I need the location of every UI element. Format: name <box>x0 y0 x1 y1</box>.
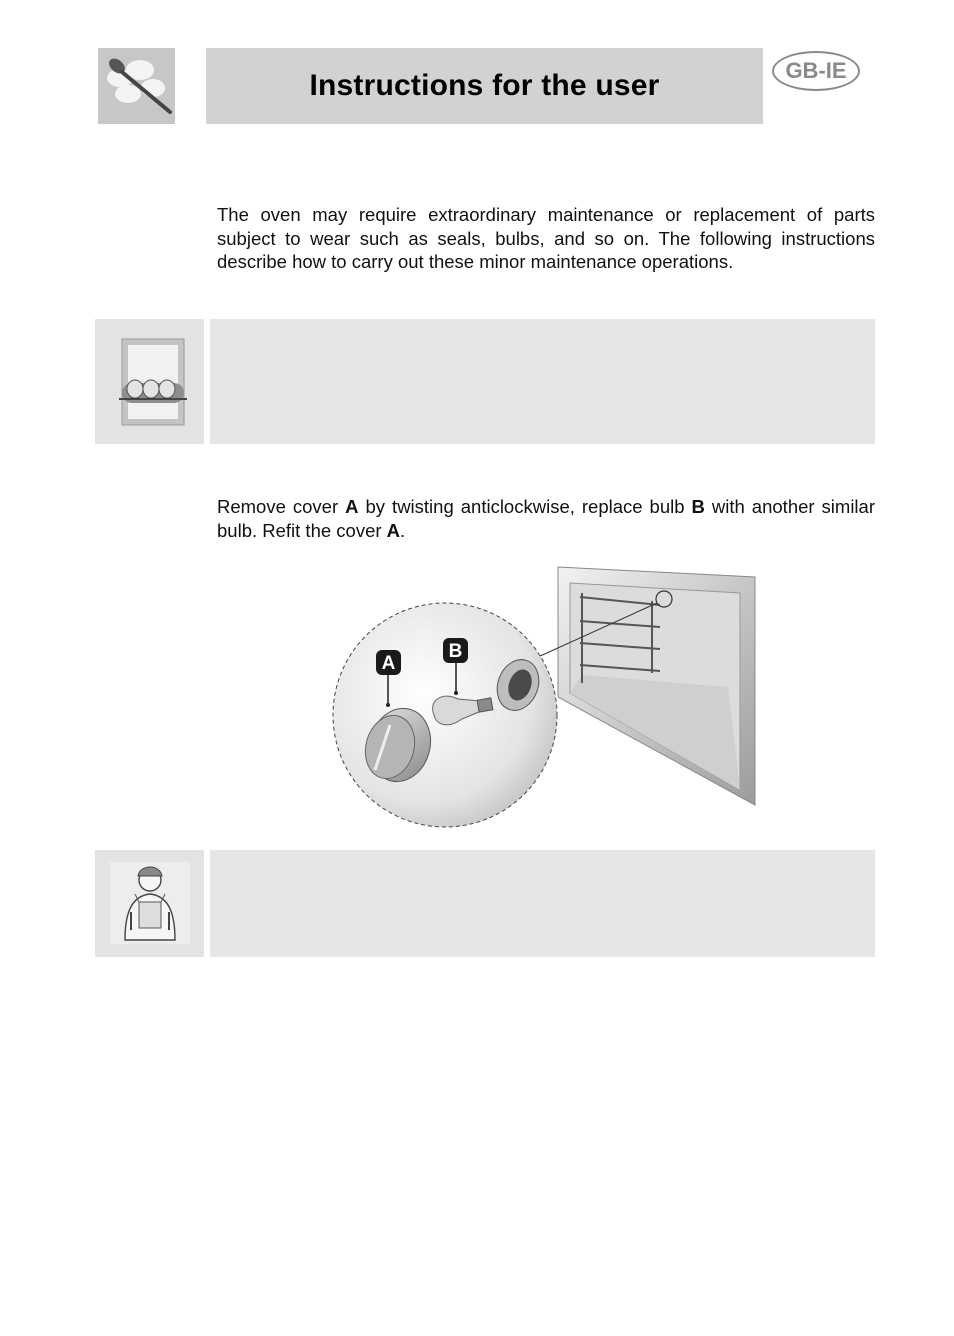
note-icon-cell <box>95 850 204 957</box>
brand-logo <box>98 48 175 124</box>
chef-spoon-icon <box>98 48 175 124</box>
step-text-2: by twisting anticlockwise, replace bulb <box>358 496 692 517</box>
step-text-3: with another similar bulb. Refit the cover <box>217 496 875 541</box>
page-title: Instructions for the user <box>309 69 660 102</box>
bulb-replacement-figure <box>330 565 760 830</box>
step-paragraph <box>217 495 875 542</box>
title-bar <box>206 48 763 124</box>
figure-label-b: B <box>448 641 463 662</box>
technician-icon <box>95 850 204 957</box>
oven-knobs-icon <box>95 319 204 444</box>
note-body <box>210 850 875 957</box>
note-icon-cell <box>95 319 204 444</box>
figure-label-a: A <box>381 653 396 674</box>
oven-light-illustration <box>330 565 760 830</box>
label-a-refit: A <box>386 519 401 541</box>
intro-paragraph: The oven may require extraordinary maintenance or replacement of parts subject to wear such as seals, bulbs, and so on. The following instructions describe how to carry out these minor maintenance operations. <box>217 204 875 272</box>
region-badge: GB-IE <box>772 51 860 91</box>
step-text-1: Remove cover <box>217 496 346 517</box>
zoom-detail <box>333 603 557 827</box>
label-b: B <box>691 496 705 517</box>
label-a: A <box>345 496 359 517</box>
note-body <box>210 319 875 444</box>
step-text-4: . <box>400 519 406 541</box>
